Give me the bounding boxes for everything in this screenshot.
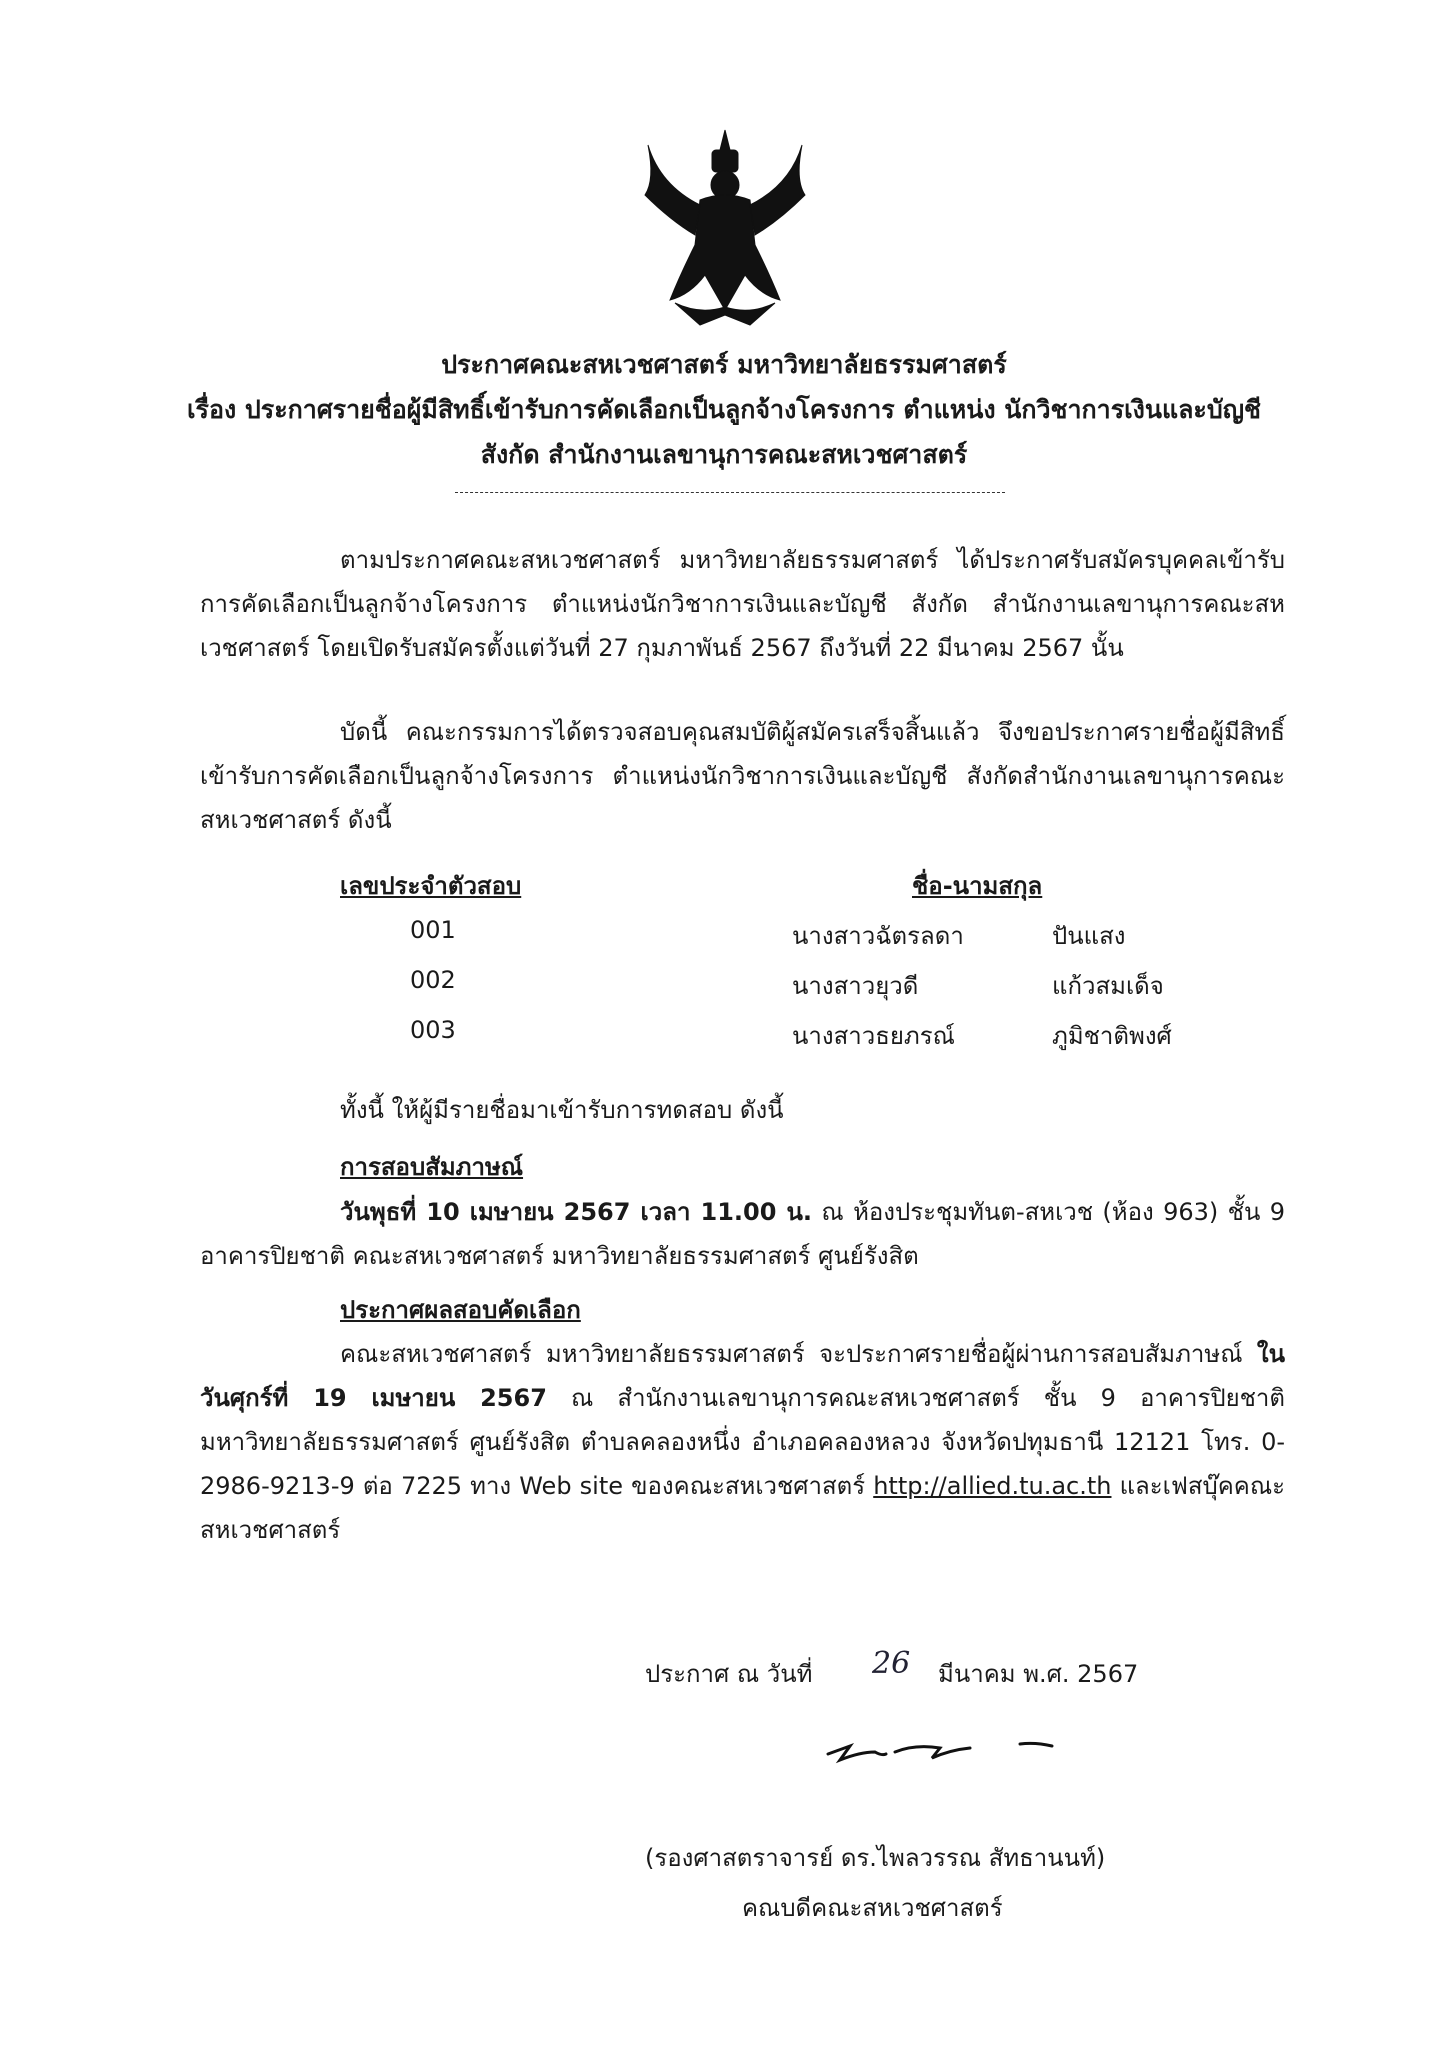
result-heading: ประกาศผลสอบคัดเลือก <box>340 1296 581 1324</box>
result-text: และเฟสบุ๊คคณะสหเวชศาสตร์ <box>200 1472 1285 1544</box>
column-header-name: ชื่อ-นามสกุล <box>912 872 1043 900</box>
result-date: ในวันศุกร์ที่ 19 เมษายน 2567 <box>200 1340 1285 1412</box>
announcement-affiliation: สังกัด สำนักงานเลขานุการคณะสหเวชศาสตร์ <box>480 440 968 469</box>
garuda-emblem-icon <box>640 125 810 330</box>
signer-name: (รองศาสตราจารย์ ดร.ไพลวรรณ สัทธานนท์) <box>645 1844 1106 1872</box>
announcement-subject: เรื่อง ประกาศรายชื่อผู้มีสิทธิ์เข้ารับการคัดเลือกเป็นลูกจ้างโครงการ ตำแหน่ง นักวิชาการเงินและบัญชี <box>187 395 1261 424</box>
table-cell-id: 002 <box>410 966 456 994</box>
interview-date: วันพุธที่ 10 เมษายน 2567 เวลา 11.00 น. <box>340 1198 813 1226</box>
table-cell-id: 001 <box>410 916 456 944</box>
interview-details <box>200 1190 1285 1278</box>
signer-position: คณบดีคณะสหเวชศาสตร์ <box>742 1894 1003 1922</box>
signature-icon <box>820 1722 1080 1782</box>
paragraph-result: บัดนี้ คณะกรรมการได้ตรวจสอบคุณสมบัติผู้สมัครเสร็จสิ้นแล้ว จึงขอประกาศรายชื่อผู้มีสิทธิ์เข้ารับการคัดเลือกเป็นลูกจ้างโครงการ ตำแหน่งนักวิชาการเงินและบัญชี สังกัดสำนักงานเลขานุการคณะสหเวชศาสตร์ ดังนี้ <box>200 718 1285 834</box>
table-cell-first: นางสาวธยภรณ์ <box>792 1022 955 1050</box>
handwritten-day: 26 <box>872 1646 911 1681</box>
announce-month-year: มีนาคม พ.ศ. 2567 <box>938 1660 1139 1688</box>
divider-line <box>455 492 1005 493</box>
paragraph-intro: ตามประกาศคณะสหเวชศาสตร์ มหาวิทยาลัยธรรมศาสตร์ ได้ประกาศรับสมัครบุคคลเข้ารับการคัดเลือกเป็นลูกจ้างโครงการ ตำแหน่งนักวิชาการเงินและบัญชี สังกัด สำนักงานเลขานุการคณะสหเวชศาสตร์ โดยเปิดรับสมัครตั้งแต่วันที่ 27 กุมภาพันธ์ 2567 ถึงวันที่ 22 มีนาคม 2567 นั้น <box>200 546 1285 662</box>
announcement-title: ประกาศคณะสหเวชศาสตร์ มหาวิทยาลัยธรรมศาสตร์ <box>441 350 1007 379</box>
table-cell-id: 003 <box>410 1016 456 1044</box>
table-cell-first: นางสาวยุวดี <box>792 972 919 1000</box>
result-details <box>200 1332 1285 1552</box>
interview-place: ณ ห้องประชุมทันต-สหเวช (ห้อง 963) ชั้น 9 อาคารปิยชาติ คณะสหเวชศาสตร์ มหาวิทยาลัยธรรมศาสตร์ ศูนย์รังสิต <box>200 1198 1286 1270</box>
website-link[interactable]: http://allied.tu.ac.th <box>873 1472 1112 1500</box>
table-cell-last: แก้วสมเด็จ <box>1052 972 1164 1000</box>
column-header-id: เลขประจำตัวสอบ <box>340 872 522 900</box>
interview-heading: การสอบสัมภาษณ์ <box>340 1153 524 1181</box>
exam-intro: ทั้งนี้ ให้ผู้มีรายชื่อมาเข้ารับการทดสอบ ดังนี้ <box>340 1096 784 1124</box>
table-cell-last: ปันแสง <box>1052 922 1126 950</box>
result-text: ณ สำนักงานเลขานุการคณะสหเวชศาสตร์ ชั้น 9 อาคารปิยชาติ มหาวิทยาลัยธรรมศาสตร์ ศูนย์รังสิต ตำบลคลองหนึ่ง อำเภอคลองหลวง จังหวัดปทุมธานี 12121 โทร. 0-2986-9213-9 ต่อ 7225 ทาง Web site ของคณะสหเวชศาสตร์ <box>200 1384 1285 1500</box>
table-cell-last: ภูมิชาติพงศ์ <box>1052 1022 1172 1050</box>
result-text: คณะสหเวชศาสตร์ มหาวิทยาลัยธรรมศาสตร์ จะประกาศรายชื่อผู้ผ่านการสอบสัมภาษณ์ <box>340 1340 1257 1368</box>
announce-date-label: ประกาศ ณ วันที่ <box>645 1660 813 1688</box>
table-cell-first: นางสาวฉัตรลดา <box>792 922 964 950</box>
